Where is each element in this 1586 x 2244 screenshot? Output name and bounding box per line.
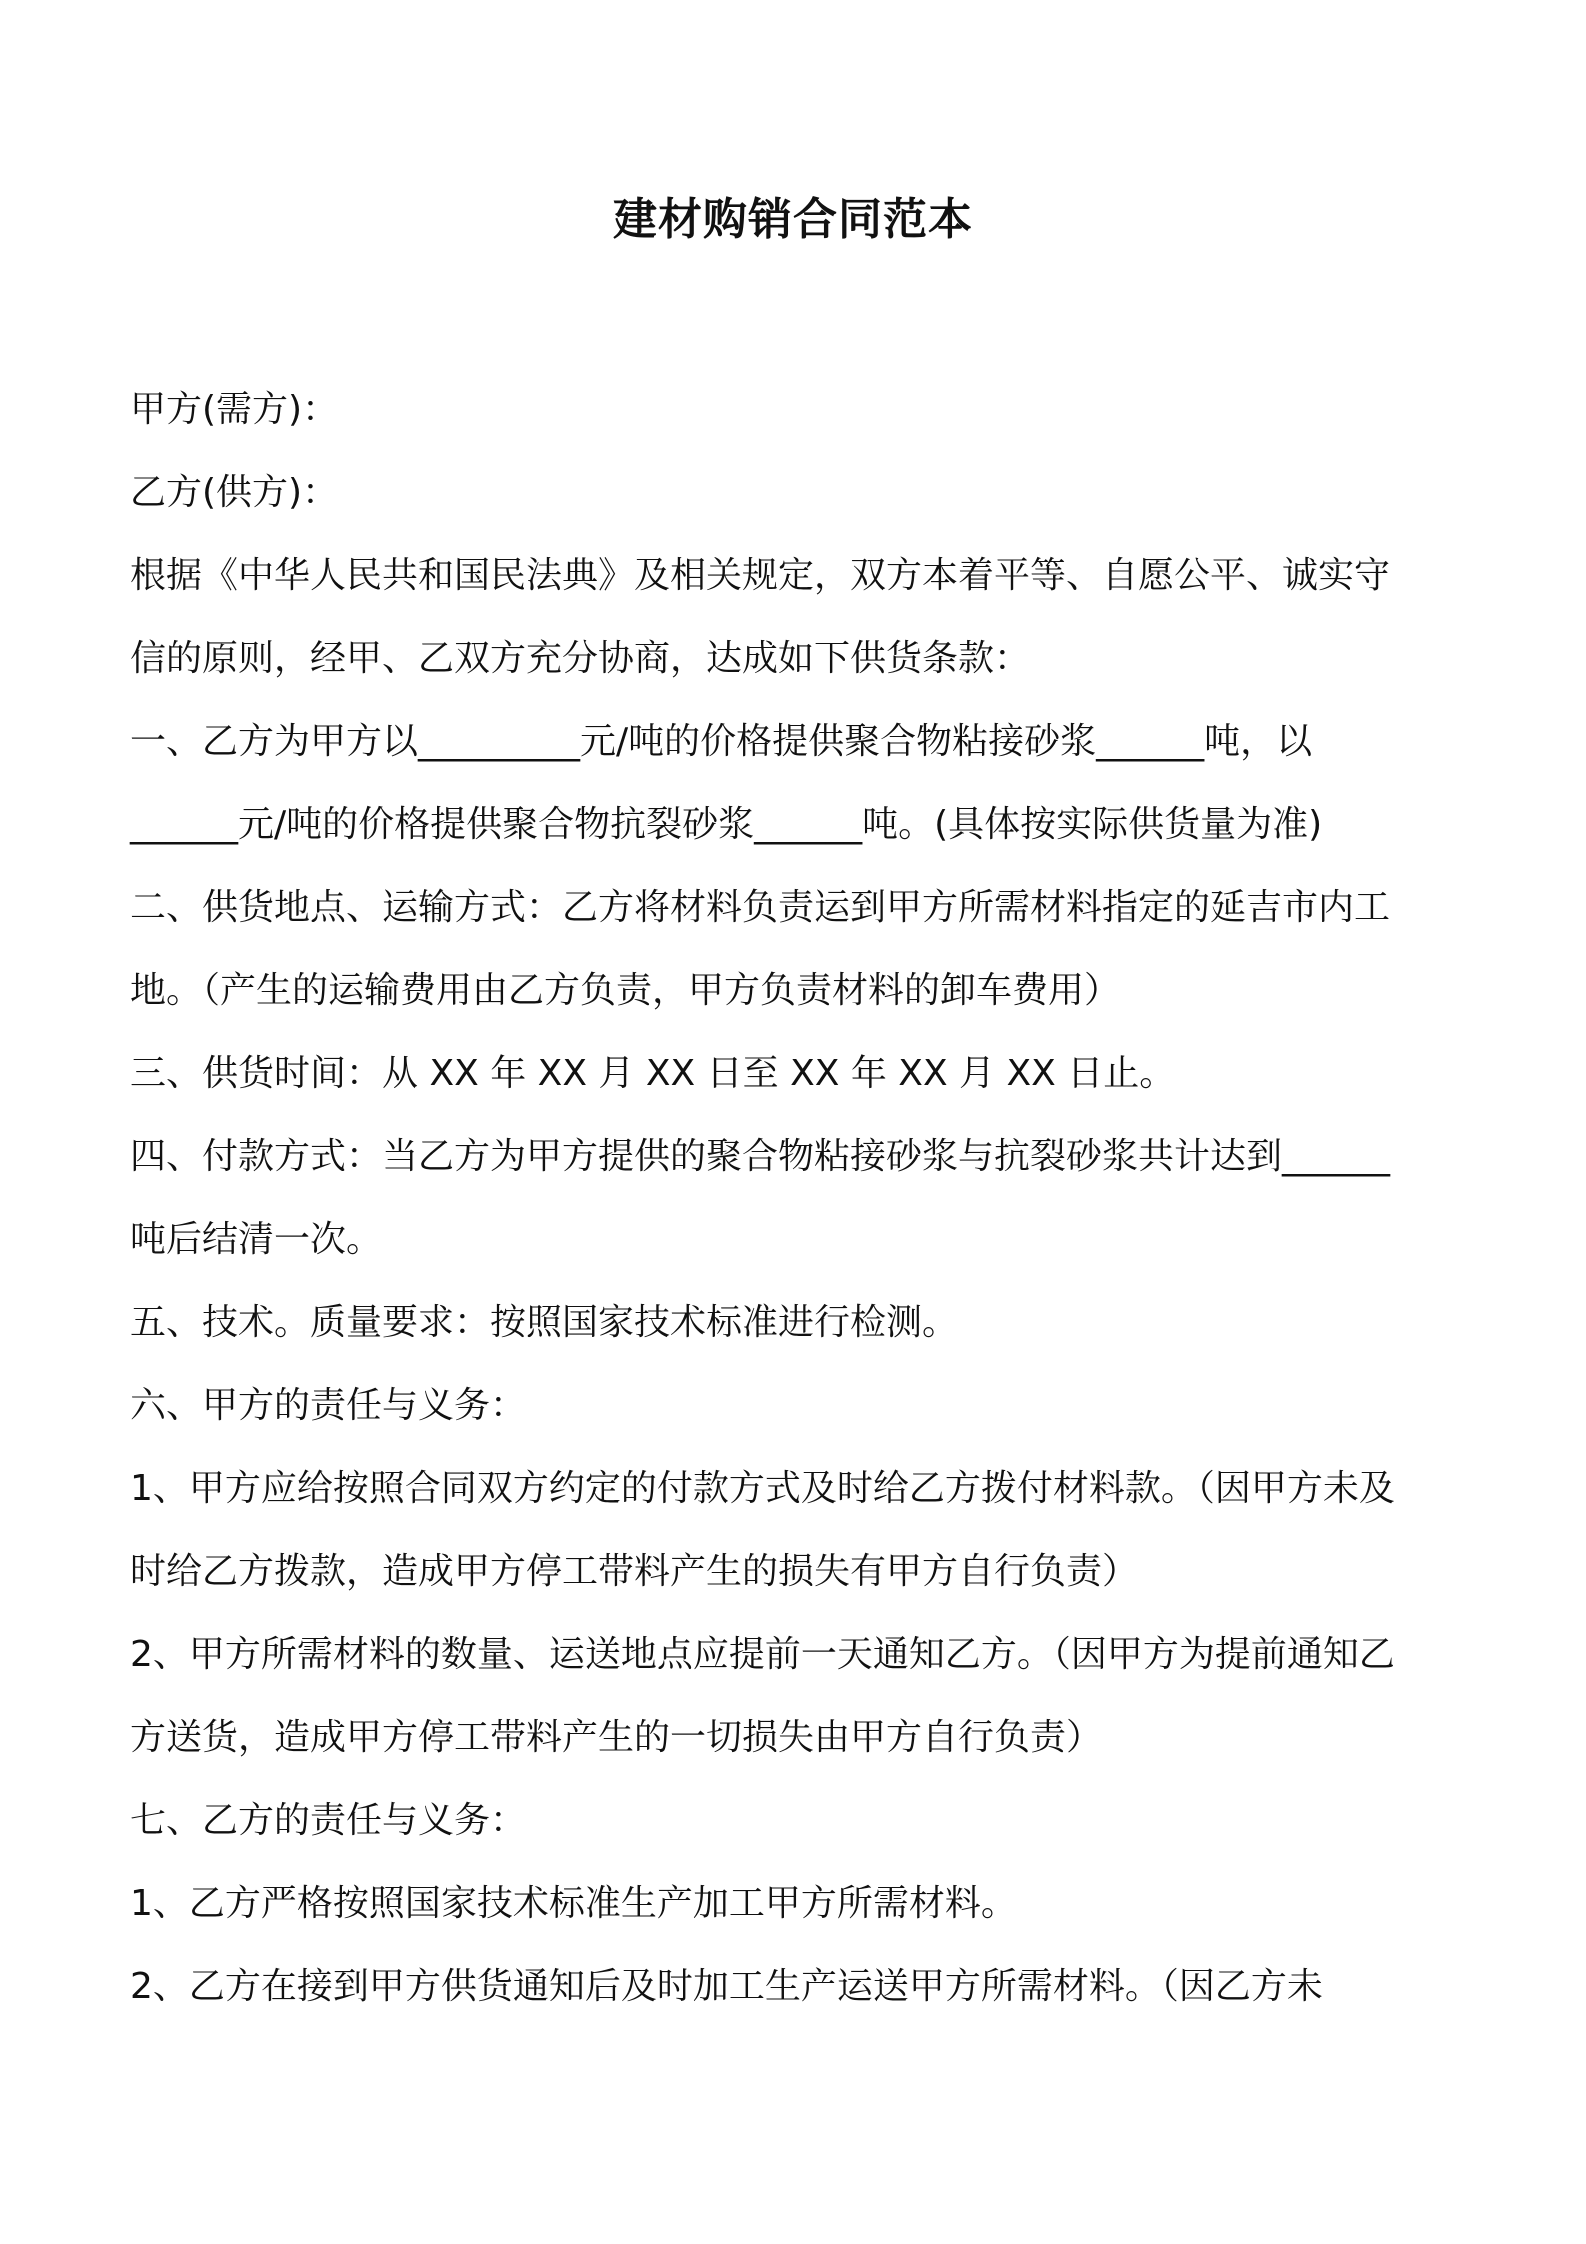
clause-6-heading: 六、甲方的责任与义务： <box>130 1385 527 1426</box>
clause-7-item-2-line-1: 2、乙方在接到甲方供货通知后及时加工生产运送甲方所需材料。（因乙方未 <box>130 1966 1323 2007</box>
clause-6-item-2-line-2: 方送货，造成甲方停工带料产生的一切损失由甲方自行负责） <box>130 1717 1103 1758</box>
clause-2-line-2: 地。（产生的运输费用由乙方负责，甲方负责材料的卸车费用） <box>130 970 1121 1011</box>
clause-5-line: 五、技术。质量要求：按照国家技术标准进行检测。 <box>130 1302 959 1343</box>
clause-3-line: 三、供货时间：从 XX 年 XX 月 XX 日至 XX 年 XX 月 XX 日止。 <box>130 1053 1176 1094</box>
document-body <box>130 378 1470 2038</box>
clause-1-line-2: ______元/吨的价格提供聚合物抗裂砂浆______吨。(具体按实际供货量为准) <box>130 804 1323 845</box>
clause-6-item-2-line-1: 2、甲方所需材料的数量、运送地点应提前一天通知乙方。（因甲方为提前通知乙 <box>130 1634 1395 1675</box>
clause-7-heading: 七、乙方的责任与义务： <box>130 1800 527 1841</box>
preamble-line-2: 信的原则，经甲、乙双方充分协商，达成如下供货条款： <box>130 638 1031 679</box>
clause-1-line-1: 一、乙方为甲方以_________元/吨的价格提供聚合物粘接砂浆______吨，以 <box>130 721 1313 762</box>
preamble-line-1: 根据《中华人民共和国民法典》及相关规定，双方本着平等、自愿公平、诚实守 <box>130 555 1391 596</box>
clause-4-line-1: 四、付款方式：当乙方为甲方提供的聚合物粘接砂浆与抗裂砂浆共计达到______ <box>130 1136 1391 1177</box>
party-a-line: 甲方(需方)： <box>130 389 339 430</box>
clause-6-item-1-line-1: 1、甲方应给按照合同双方约定的付款方式及时给乙方拨付材料款。（因甲方未及 <box>130 1468 1395 1509</box>
clause-7-item-1-line: 1、乙方严格按照国家技术标准生产加工甲方所需材料。 <box>130 1883 1017 1924</box>
clause-6-item-1-line-2: 时给乙方拨款，造成甲方停工带料产生的损失有甲方自行负责） <box>130 1551 1139 1592</box>
clause-4-line-2: 吨后结清一次。 <box>130 1219 383 1260</box>
clause-2-line-1: 二、供货地点、运输方式：乙方将材料负责运到甲方所需材料指定的延吉市内工 <box>130 887 1391 928</box>
party-b-line: 乙方(供方)： <box>130 472 339 513</box>
document-title: 建材购销合同范本 <box>613 194 973 245</box>
